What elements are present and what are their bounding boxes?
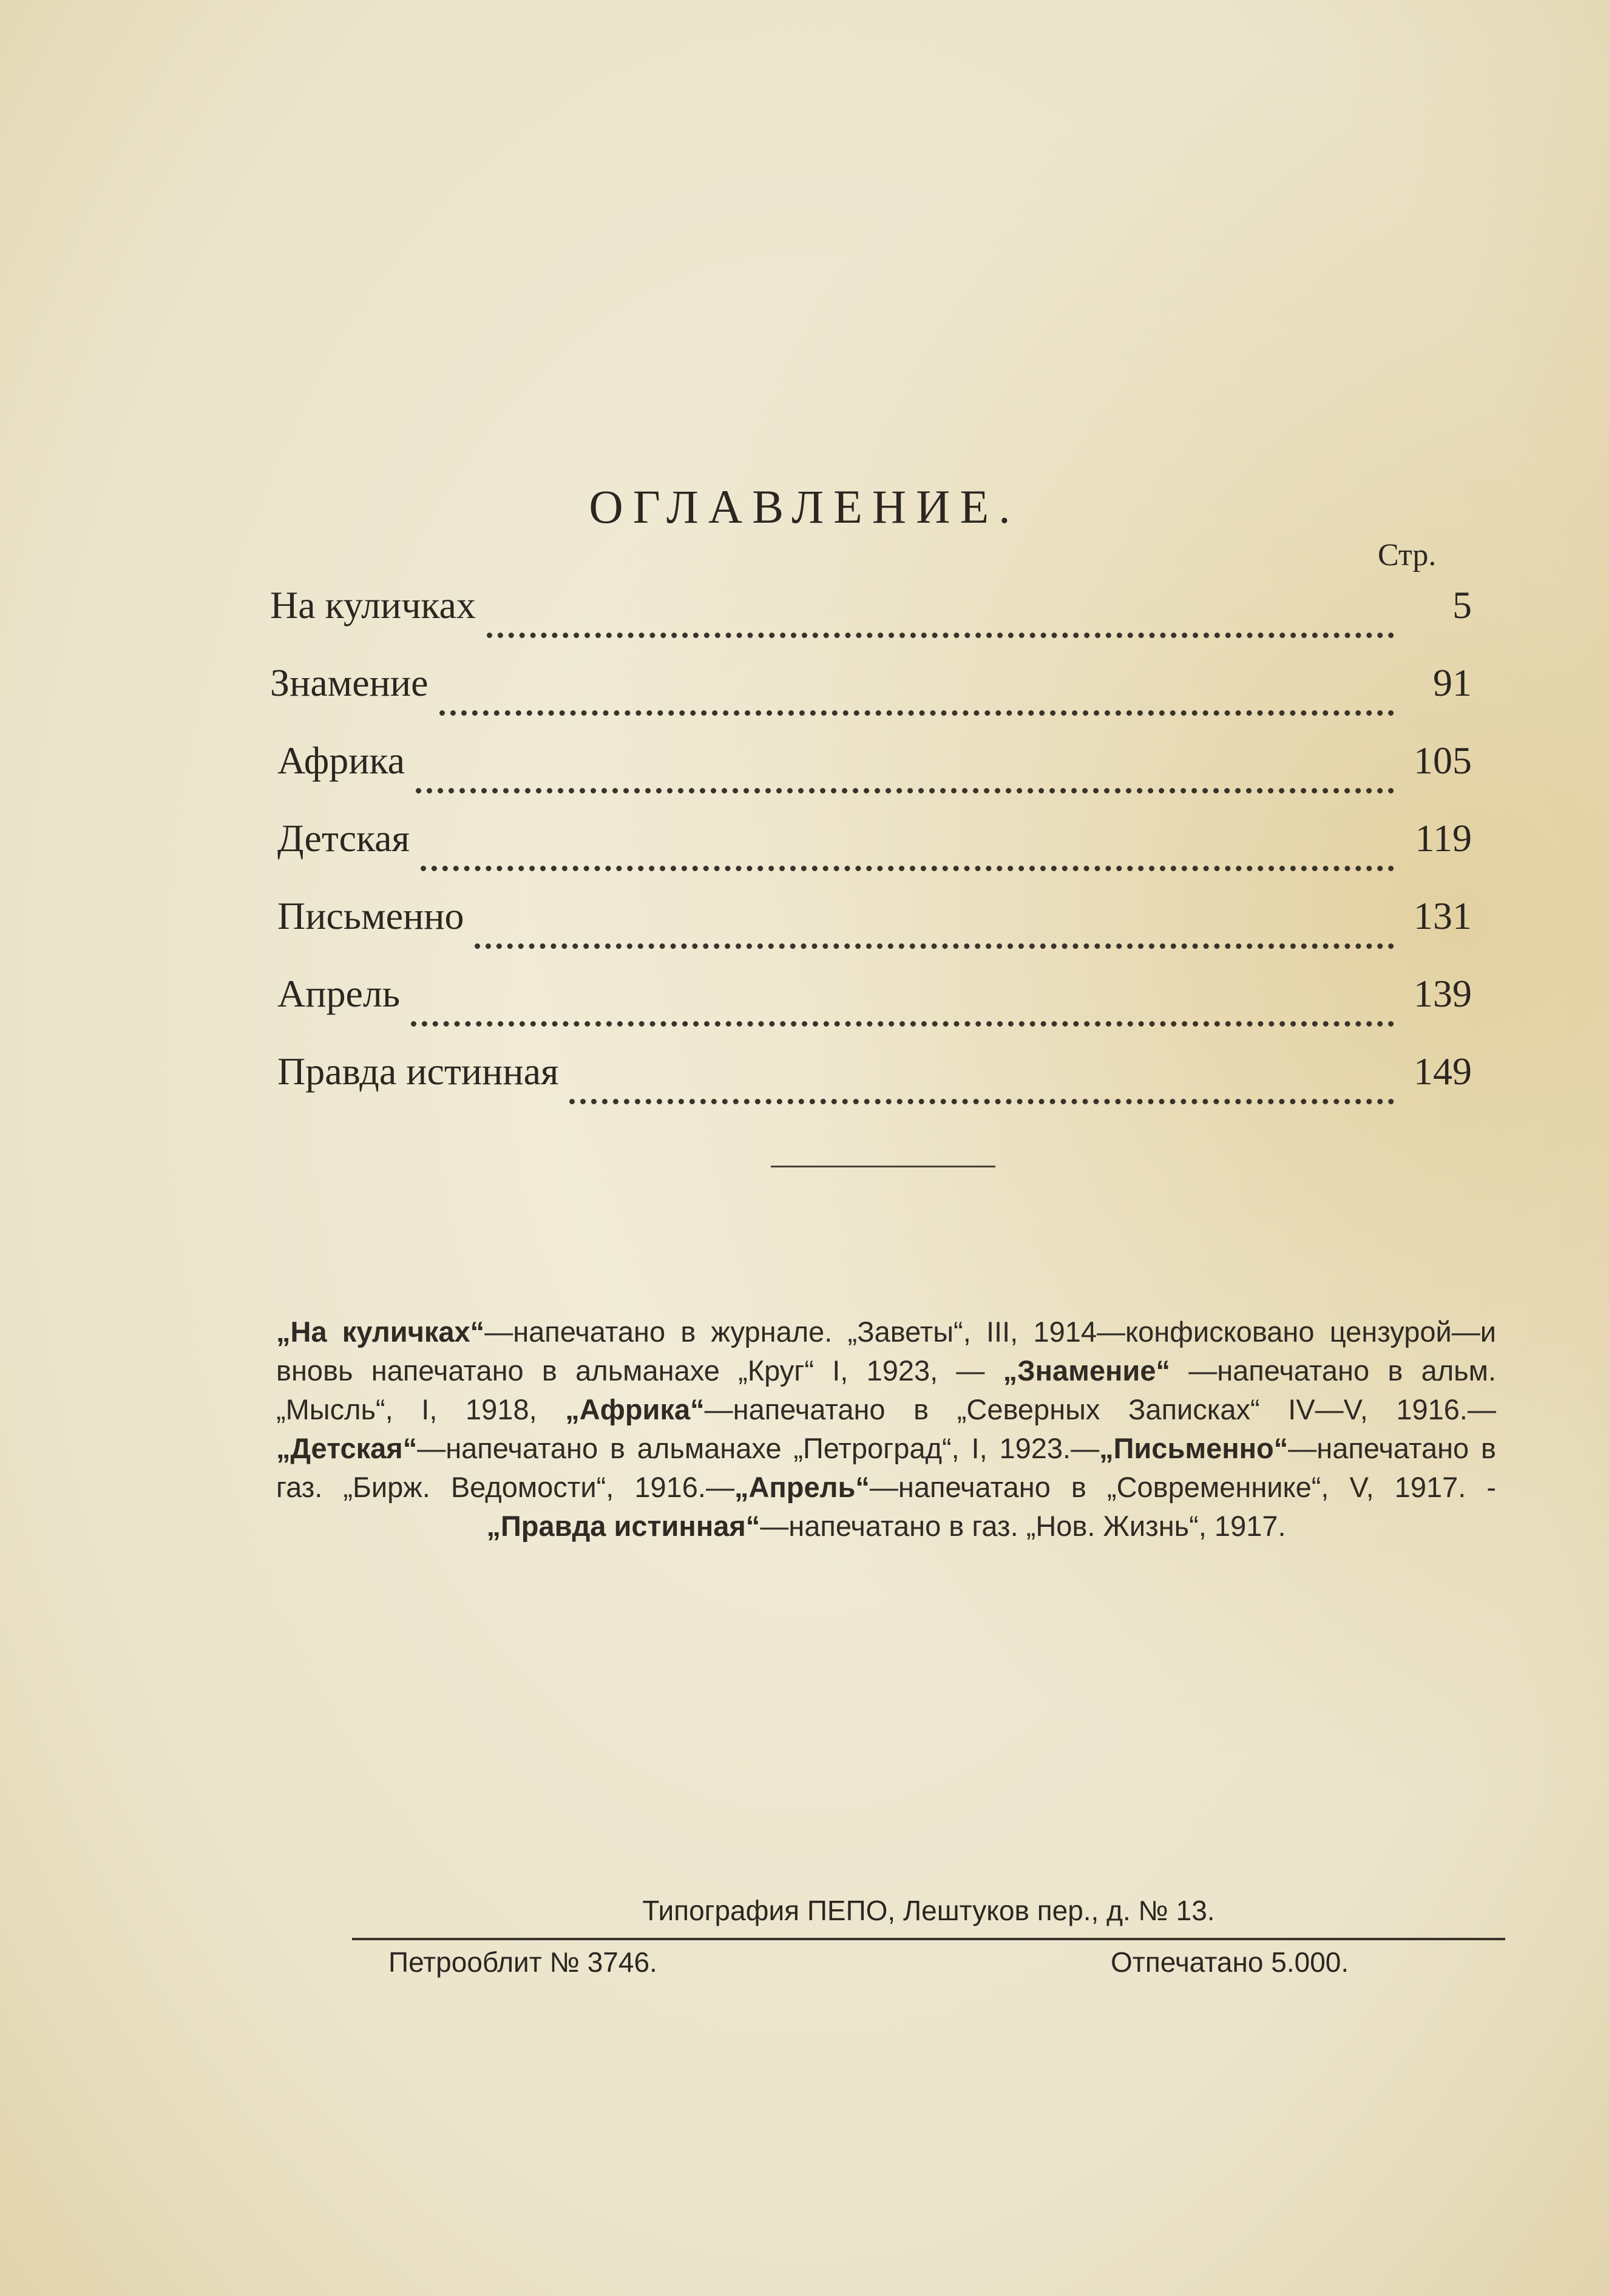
pages-column-label: Стр. [1378, 538, 1437, 572]
note-text: —напечатано в газ. „Нов. Жизнь“, 1917. [760, 1510, 1286, 1542]
note-title: „Апрель“ [734, 1471, 870, 1503]
note-text: —напечатано в альм. „Мысль“, I, 1918, [276, 1354, 1496, 1425]
dot-leader [569, 1099, 1394, 1104]
note-title: „Детская“ [276, 1432, 418, 1464]
note-title: „На куличках“ [276, 1316, 485, 1348]
note-title: „Письменно“ [1099, 1432, 1289, 1464]
note-text: —напечатано в альманахе „Петроград“, I, 1923.— [417, 1432, 1100, 1464]
dot-leader [439, 710, 1394, 716]
toc-entry-title: Письменно [277, 894, 464, 937]
dot-leader [487, 633, 1394, 638]
note-text: —напечатано в журнале. „Заветы“, III, 1914—конфисковано цензурой—и вновь напечатано в альманахе „Круг“ I, 1923, — [276, 1316, 1496, 1387]
toc-entry-page: 131 [1414, 894, 1472, 937]
toc-entry [270, 738, 1472, 816]
publication-notes [276, 1313, 1496, 1546]
note-title: „Знамение“ [1003, 1354, 1170, 1387]
dot-leader [421, 866, 1394, 871]
toc-entry [270, 894, 1472, 971]
note-text: —напечатано в „Современнике“, V, 1917. - [869, 1471, 1496, 1503]
dot-leader [411, 1021, 1394, 1027]
note-text: —напечатано в „Северных Записках“ IV—V, 1916.— [704, 1393, 1496, 1425]
censor-license: Петрооблит № 3746. [388, 1946, 657, 1978]
toc-entry-page: 139 [1414, 972, 1472, 1015]
toc-entry-title: Правда истинная [277, 1050, 559, 1093]
note-title: „Африка“ [565, 1393, 705, 1425]
printer-imprint: Типография ПЕПО, Лештуков пер., д. № 13. [352, 1894, 1505, 1940]
toc-entry-title: Апрель [277, 972, 400, 1015]
toc-entry-title: Знамение [270, 661, 429, 704]
toc-entry [270, 816, 1472, 894]
toc-title: ОГЛАВЛЕНИЕ. [589, 480, 1020, 533]
note-title: „Правда истинная“ [486, 1510, 760, 1542]
toc-entry-page: 5 [1452, 583, 1472, 627]
toc-entry-page: 119 [1415, 817, 1472, 860]
dot-leader [416, 788, 1394, 793]
toc-list [270, 583, 1472, 1127]
print-run: Отпечатано 5.000. [1111, 1946, 1349, 1978]
dot-leader [475, 943, 1394, 949]
toc-entry [270, 583, 1472, 661]
section-divider [771, 1166, 995, 1167]
toc-entry [270, 661, 1472, 738]
toc-entry-page: 91 [1433, 661, 1472, 704]
toc-entry-page: 105 [1414, 739, 1472, 782]
note-text: —напечатано в газ. „Бирж. Ведомости“, 1916.— [276, 1432, 1496, 1503]
toc-entry-title: Детская [277, 817, 410, 860]
toc-entry [270, 971, 1472, 1049]
toc-entry [270, 1049, 1472, 1127]
toc-entry-title: На куличках [270, 583, 476, 627]
toc-entry-page: 149 [1414, 1050, 1472, 1093]
toc-entry-title: Африка [277, 739, 405, 782]
